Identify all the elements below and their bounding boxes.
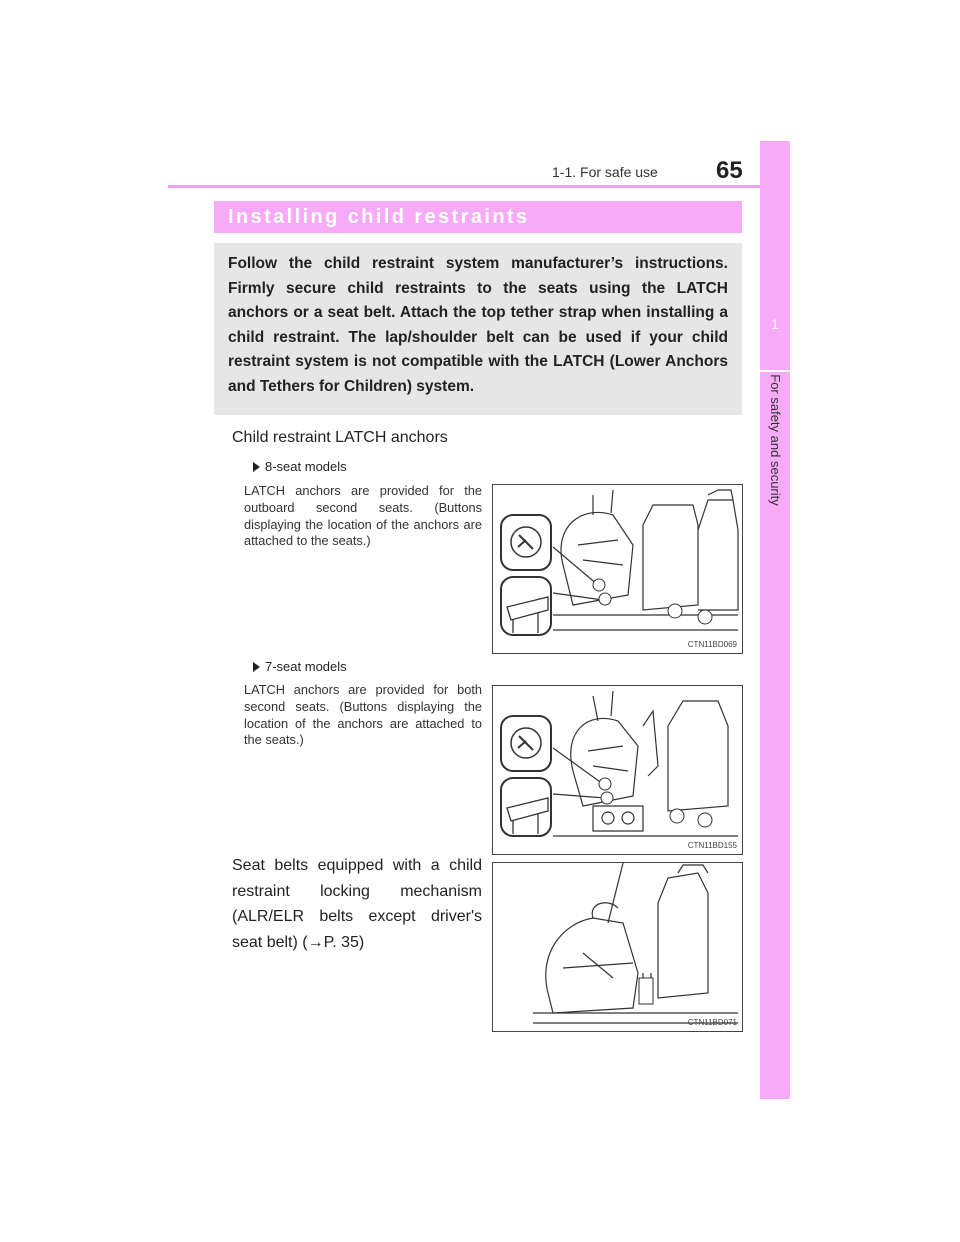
triangle-bullet-icon xyxy=(253,662,260,672)
seat-illustration-icon xyxy=(493,686,743,855)
triangle-bullet-icon xyxy=(253,462,260,472)
intro-box xyxy=(214,243,742,415)
chapter-title: For safety and security xyxy=(768,374,783,506)
section-title: Installing child restraints xyxy=(214,201,742,233)
page-number: 65 xyxy=(716,157,743,184)
figure-code: CTN11BD071 xyxy=(687,1018,737,1027)
chapter-number: 1 xyxy=(771,316,779,332)
figure-8-seat-latch xyxy=(492,484,743,654)
model-description: LATCH anchors are provided for both second seats. (Buttons displaying the location of the anchors are attached to the seats.) xyxy=(244,682,482,748)
model-label: 7-seat models xyxy=(265,659,347,674)
model-label: 8-seat models xyxy=(265,459,347,474)
model-description: LATCH anchors are provided for the outboard second seats. (Buttons displaying the location of the anchors are attached to the seats.) xyxy=(244,483,482,549)
intro-text: Follow the child restraint system manufacturer’s instructions. Firmly secure child restraints to the seats using the LATCH anchors or a seat belt. Attach the top tether strap when installing a child restraint. The lap/shoulder belt can be used if your child restraint system is not compatible with the LATCH (Lower Anchors and Tethers for Children) system. xyxy=(228,255,728,395)
figure-seatbelt-child-restraint xyxy=(492,862,743,1032)
seat-illustration-icon xyxy=(493,863,743,1032)
model-heading-8-seat xyxy=(253,459,347,474)
chapter-side-tab xyxy=(760,141,790,1099)
seat-illustration-icon xyxy=(493,485,743,654)
header-rule xyxy=(168,185,790,188)
figure-code: CTN11BD155 xyxy=(687,841,737,850)
figure-7-seat-latch xyxy=(492,685,743,855)
figure-code: CTN11BD069 xyxy=(687,640,737,649)
seatbelt-text: Seat belts equipped with a child restraint locking mechanism (ALR/ELR belts except driver's seat belt) (→P. 35) xyxy=(232,857,482,951)
header-section-title: 1-1. For safe use xyxy=(552,164,658,180)
model-heading-7-seat xyxy=(253,659,347,674)
latch-heading: Child restraint LATCH anchors xyxy=(232,429,448,446)
